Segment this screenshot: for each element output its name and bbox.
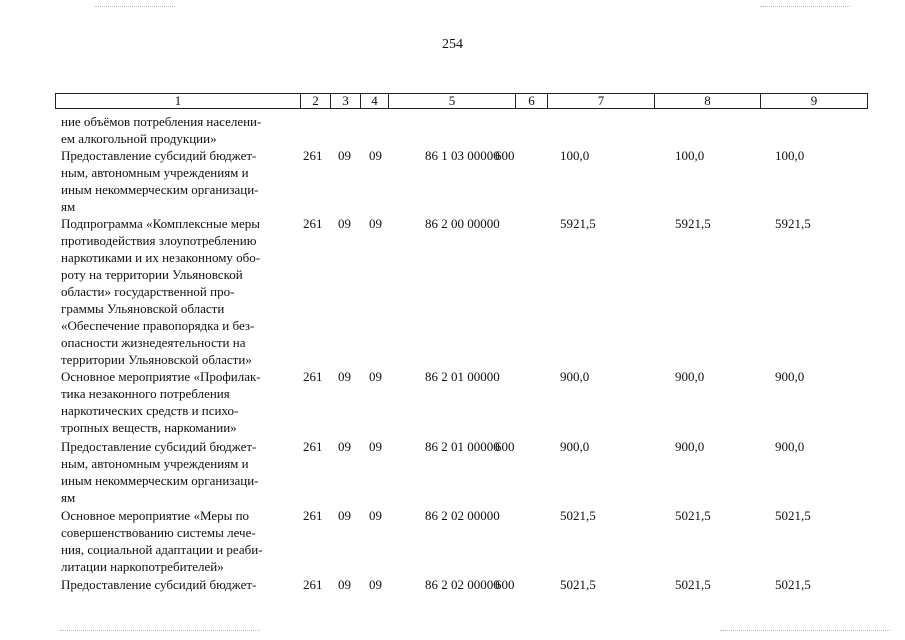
page-number: 254 bbox=[442, 37, 463, 52]
row-name: Предоставление субсидий бюджет- ным, автономным учреждениям и иным некоммерческим организаци- ям bbox=[61, 439, 259, 505]
row-value-col8: 5921,5 bbox=[675, 216, 711, 231]
row-value-col8: 900,0 bbox=[675, 369, 705, 384]
row-value-col7: 5021,5 bbox=[560, 577, 596, 592]
row-name: Основное мероприятие «Меры по совершенствованию системы лече- ния, социальной адаптации и реаби- литации наркопотребителей» bbox=[61, 508, 263, 574]
row-subsection: 09 bbox=[369, 577, 382, 592]
row-name: Подпрограмма «Комплексные меры противодействия злоупотреблению наркотиками и их незаконному обо- роту на территории Ульяновской области» государственной про- граммы Ульяновской области «Обеспечение правопорядка и без- опасности жизнедеятельности на территории Ульяновской области» bbox=[61, 216, 261, 367]
scan-artifact-top-right bbox=[760, 6, 850, 8]
row-section: 09 bbox=[338, 577, 351, 592]
row-subsection: 09 bbox=[369, 369, 382, 384]
row-target-article: 86 1 03 00000 bbox=[425, 148, 500, 163]
header-col-4: 4 bbox=[361, 94, 389, 109]
row-target-article: 86 2 02 00000 bbox=[425, 508, 500, 523]
header-col-8: 8 bbox=[655, 94, 761, 109]
row-section: 09 bbox=[338, 369, 351, 384]
row-expense-type: 600 bbox=[495, 577, 515, 592]
row-subsection: 09 bbox=[369, 148, 382, 163]
row-value-col9: 100,0 bbox=[775, 148, 805, 163]
row-name: ние объёмов потребления населени- ем алкогольной продукции» bbox=[61, 114, 262, 146]
column-header-row bbox=[55, 93, 868, 109]
row-section: 09 bbox=[338, 439, 351, 454]
row-expense-type: 600 bbox=[495, 148, 515, 163]
row-ministry-code: 261 bbox=[303, 577, 323, 592]
header-col-9: 9 bbox=[761, 94, 868, 109]
row-value-col8: 900,0 bbox=[675, 439, 705, 454]
row-ministry-code: 261 bbox=[303, 216, 323, 231]
row-value-col7: 900,0 bbox=[560, 439, 590, 454]
header-col-3: 3 bbox=[331, 94, 361, 109]
row-value-col9: 5921,5 bbox=[775, 216, 811, 231]
row-subsection: 09 bbox=[369, 439, 382, 454]
row-section: 09 bbox=[338, 508, 351, 523]
row-subsection: 09 bbox=[369, 216, 382, 231]
row-value-col8: 5021,5 bbox=[675, 577, 711, 592]
row-value-col9: 5021,5 bbox=[775, 577, 811, 592]
header-col-7: 7 bbox=[548, 94, 655, 109]
row-subsection: 09 bbox=[369, 508, 382, 523]
row-section: 09 bbox=[338, 216, 351, 231]
row-value-col7: 5021,5 bbox=[560, 508, 596, 523]
row-ministry-code: 261 bbox=[303, 148, 323, 163]
header-col-2: 2 bbox=[301, 94, 331, 109]
row-value-col8: 5021,5 bbox=[675, 508, 711, 523]
row-target-article: 86 2 02 00000 bbox=[425, 577, 500, 592]
row-value-col9: 900,0 bbox=[775, 439, 805, 454]
row-ministry-code: 261 bbox=[303, 508, 323, 523]
scan-artifact-top-left bbox=[95, 6, 175, 8]
row-value-col9: 5021,5 bbox=[775, 508, 811, 523]
scan-artifact-bottom-left bbox=[60, 630, 260, 632]
row-target-article: 86 2 01 00000 bbox=[425, 439, 500, 454]
row-name: Основное мероприятие «Профилак- тика незаконного потребления наркотических средств и психо- тропных веществ, наркомании» bbox=[61, 369, 261, 435]
row-target-article: 86 2 00 00000 bbox=[425, 216, 500, 231]
row-value-col9: 900,0 bbox=[775, 369, 805, 384]
row-name: Предоставление субсидий бюджет- bbox=[61, 577, 257, 592]
row-value-col7: 900,0 bbox=[560, 369, 590, 384]
row-ministry-code: 261 bbox=[303, 439, 323, 454]
scan-artifact-bottom-right bbox=[720, 630, 890, 632]
row-ministry-code: 261 bbox=[303, 369, 323, 384]
row-expense-type: 600 bbox=[495, 439, 515, 454]
row-target-article: 86 2 01 00000 bbox=[425, 369, 500, 384]
row-value-col7: 100,0 bbox=[560, 148, 590, 163]
row-name: Предоставление субсидий бюджет- ным, автономным учреждениям и иным некоммерческим организаци- ям bbox=[61, 148, 259, 214]
header-col-1: 1 bbox=[56, 94, 301, 109]
row-value-col7: 5921,5 bbox=[560, 216, 596, 231]
row-section: 09 bbox=[338, 148, 351, 163]
header-col-5: 5 bbox=[389, 94, 516, 109]
row-value-col8: 100,0 bbox=[675, 148, 705, 163]
header-col-6: 6 bbox=[516, 94, 548, 109]
